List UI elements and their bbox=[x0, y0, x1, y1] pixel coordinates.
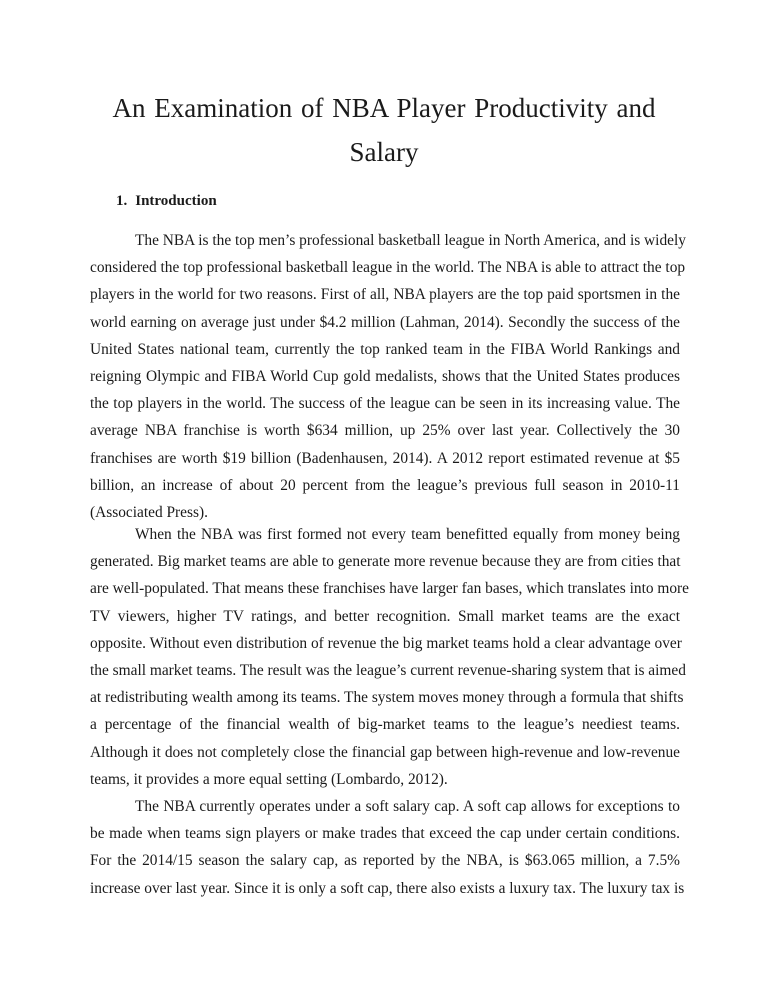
paragraph-line: the top players in the world. The success of the league can be seen in its increasing value. The bbox=[90, 395, 680, 413]
paragraph-line: United States national team, currently the top ranked team in the FIBA World Rankings and bbox=[90, 340, 680, 358]
paragraph-2 bbox=[90, 521, 690, 793]
paragraph-line: The NBA currently operates under a soft salary cap. A soft cap allows for exceptions to bbox=[135, 798, 680, 815]
paragraph-line: are well-populated. That means these franchises have larger fan bases, which translates into more bbox=[90, 580, 690, 598]
paragraph-1 bbox=[90, 227, 686, 526]
paragraph-line: (Associated Press). bbox=[90, 503, 208, 521]
paragraph-line: generated. Big market teams are able to generate more revenue because they are from cities that bbox=[90, 553, 681, 571]
paragraph-line: players in the world for two reasons. First of all, NBA players are the top paid sportsmen in the bbox=[90, 286, 680, 304]
title-line-1: An Examination of NBA Player Productivity and bbox=[112, 93, 656, 123]
paragraph-line: The NBA is the top men’s professional basketball league in North America, and is widely bbox=[135, 232, 686, 249]
paragraph-line: be made when teams sign players or make trades that exceed the cap under certain conditions. bbox=[90, 825, 680, 843]
paragraph-line: at redistributing wealth among its teams. The system moves money through a formula that shifts bbox=[90, 689, 684, 707]
paragraph-line: world earning on average just under $4.2 million (Lahman, 2014). Secondly the success of the bbox=[90, 313, 680, 331]
paragraph-line: Although it does not completely close the financial gap between high-revenue and low-revenue bbox=[90, 743, 680, 761]
paragraph-line: opposite. Without even distribution of revenue the big market teams hold a clear advantage over bbox=[90, 634, 682, 652]
paragraph-line: When the NBA was first formed not every team benefitted equally from money being bbox=[135, 526, 680, 543]
paragraph-line: reigning Olympic and FIBA World Cup gold medalists, shows that the United States produces bbox=[90, 367, 680, 385]
section-heading-text: Introduction bbox=[135, 193, 217, 209]
paragraph-line: TV viewers, higher TV ratings, and better recognition. Small market teams are the exact bbox=[90, 607, 680, 625]
paragraph-line: For the 2014/15 season the salary cap, as reported by the NBA, is $63.065 million, a 7.5% bbox=[90, 852, 680, 870]
paragraph-3 bbox=[90, 793, 685, 902]
title-line-2: Salary bbox=[349, 137, 419, 167]
paragraph-line: average NBA franchise is worth $634 million, up 25% over last year. Collectively the 30 bbox=[90, 422, 680, 440]
paragraph-line: increase over last year. Since it is only a soft cap, there also exists a luxury tax. The luxury tax is bbox=[90, 879, 685, 897]
paragraph-line: the small market teams. The result was the league’s current revenue-sharing system that is aimed bbox=[90, 661, 686, 679]
paragraph-line: considered the top professional basketball league in the world. The NBA is able to attract the top bbox=[90, 259, 686, 277]
paragraph-line: teams, it provides a more equal setting (Lombardo, 2012). bbox=[90, 770, 448, 788]
section-number: 1. bbox=[116, 193, 128, 209]
paragraph-line: franchises are worth $19 billion (Badenhausen, 2014). A 2012 report estimated revenue at $5 bbox=[90, 449, 680, 467]
paragraph-line: billion, an increase of about 20 percent from the league’s previous full season in 2010-11 bbox=[90, 476, 680, 494]
section-heading bbox=[116, 193, 217, 210]
document-title bbox=[60, 86, 708, 174]
paragraph-line: a percentage of the financial wealth of big-market teams to the league’s neediest teams. bbox=[90, 716, 680, 734]
